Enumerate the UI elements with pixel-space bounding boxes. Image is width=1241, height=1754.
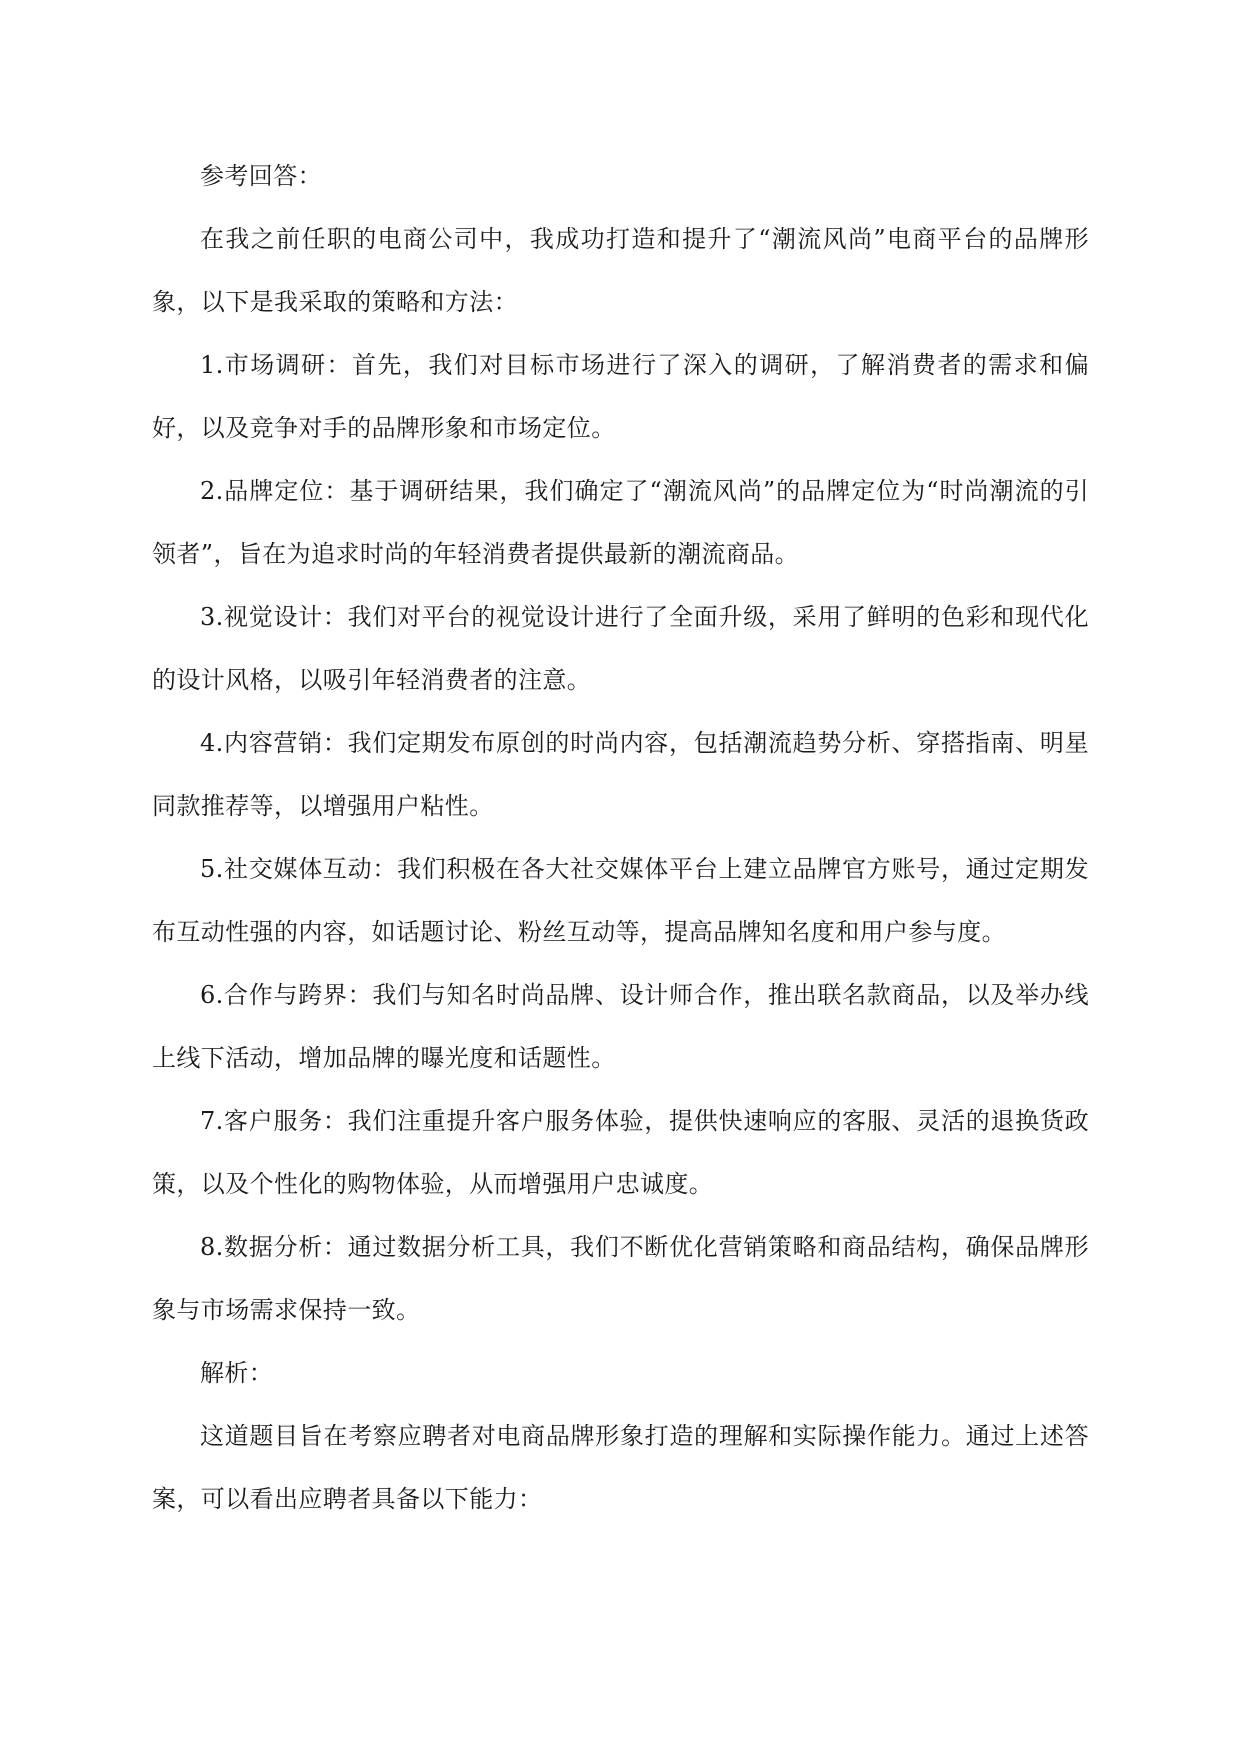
strategy-item-visual-design: 3.视觉设计：我们对平台的视觉设计进行了全面升级，采用了鲜明的色彩和现代化的设计风格，以吸引年轻消费者的注意。 [152, 603, 1089, 694]
intro-paragraph: 在我之前任职的电商公司中，我成功打造和提升了“潮流风尚”电商平台的品牌形象，以下是我采取的策略和方法： [152, 225, 1089, 316]
strategy-item-customer-service: 7.客户服务：我们注重提升客户服务体验，提供快速响应的客服、灵活的退换货政策，以及个性化的购物体验，从而增强用户忠诚度。 [152, 1107, 1089, 1198]
reference-answer-heading: 参考回答： [200, 162, 322, 190]
analysis-heading: 解析： [200, 1359, 274, 1387]
document-body [152, 145, 1089, 1531]
analysis-paragraph: 这道题目旨在考察应聘者对电商品牌形象打造的理解和实际操作能力。通过上述答案，可以看出应聘者具备以下能力： [152, 1422, 1089, 1513]
strategy-item-brand-positioning: 2.品牌定位：基于调研结果，我们确定了“潮流风尚”的品牌定位为“时尚潮流的引领者”，旨在为追求时尚的年轻消费者提供最新的潮流商品。 [152, 477, 1089, 568]
strategy-item-cooperation: 6.合作与跨界：我们与知名时尚品牌、设计师合作，推出联名款商品，以及举办线上线下活动，增加品牌的曝光度和话题性。 [152, 981, 1089, 1072]
strategy-item-social-media: 5.社交媒体互动：我们积极在各大社交媒体平台上建立品牌官方账号，通过定期发布互动性强的内容，如话题讨论、粉丝互动等，提高品牌知名度和用户参与度。 [152, 855, 1089, 946]
strategy-item-content-marketing: 4.内容营销：我们定期发布原创的时尚内容，包括潮流趋势分析、穿搭指南、明星同款推荐等，以增强用户粘性。 [152, 729, 1089, 820]
strategy-item-data-analysis: 8.数据分析：通过数据分析工具，我们不断优化营销策略和商品结构，确保品牌形象与市场需求保持一致。 [152, 1233, 1089, 1324]
strategy-item-market-research: 1.市场调研：首先，我们对目标市场进行了深入的调研，了解消费者的需求和偏好，以及竞争对手的品牌形象和市场定位。 [152, 351, 1089, 442]
